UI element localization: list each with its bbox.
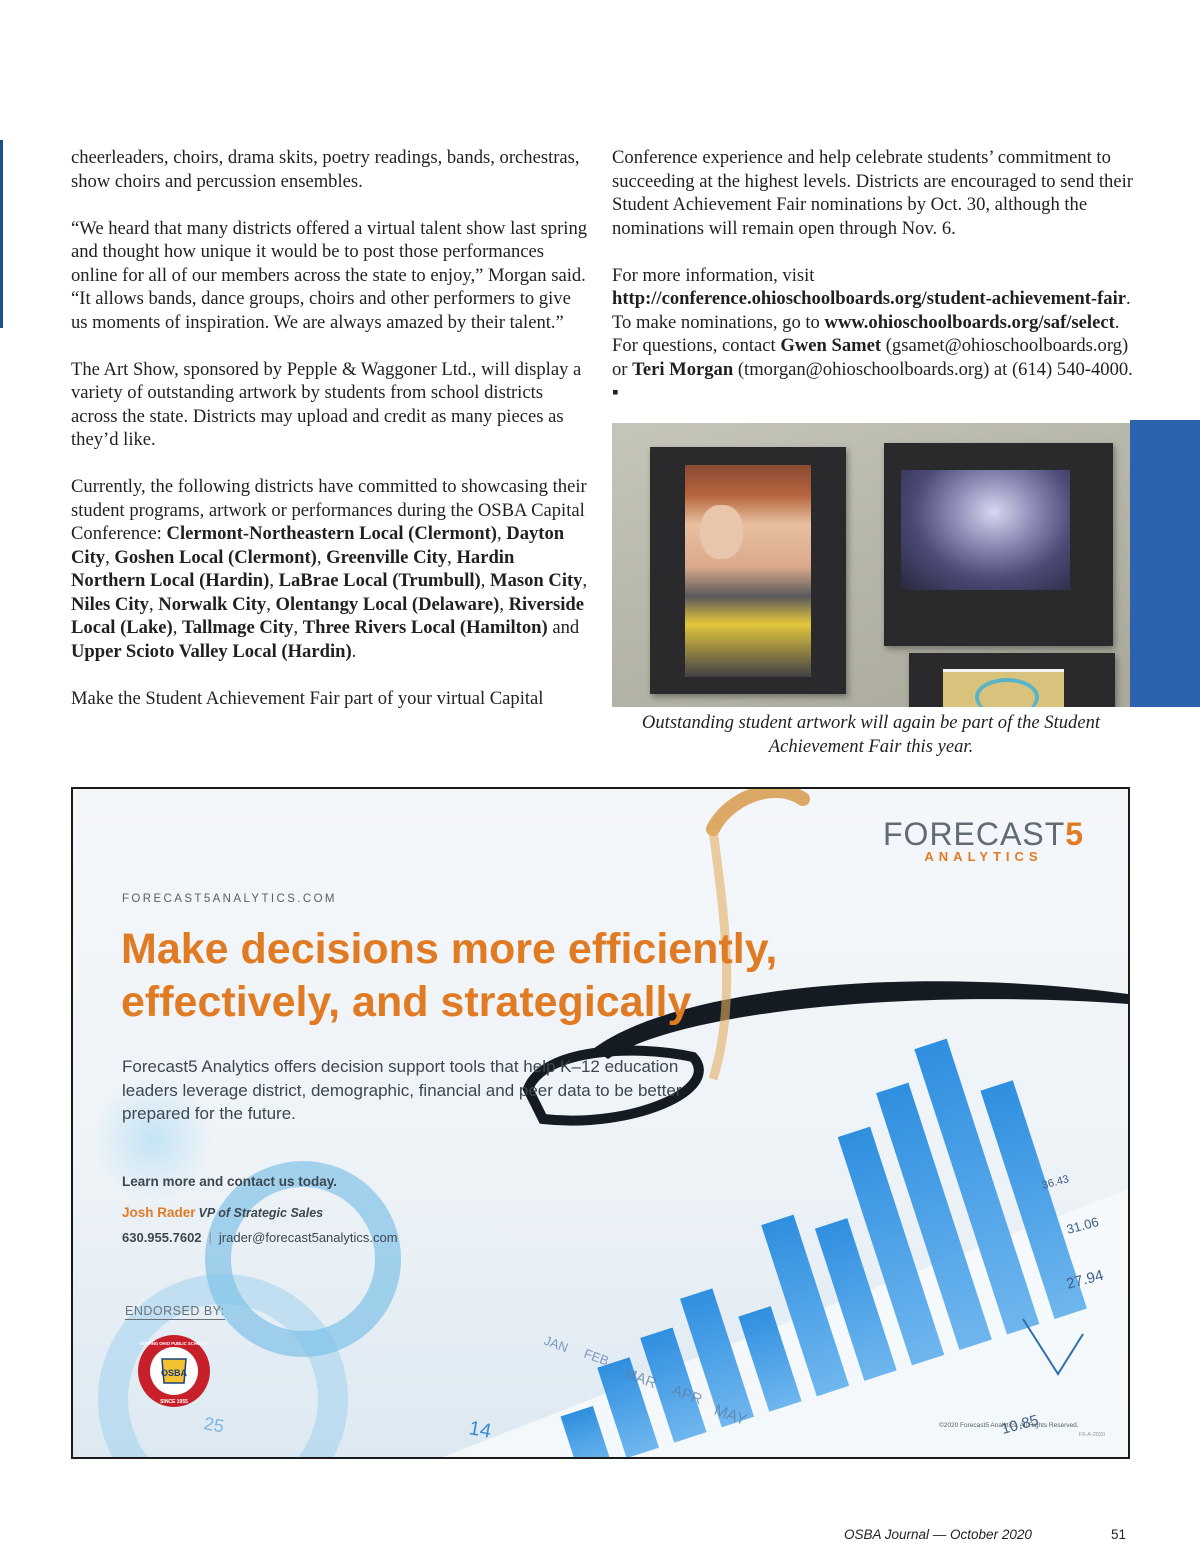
journal-footer: OSBA Journal — October 2020 [844,1527,1032,1542]
month-label: JAN [541,1332,571,1356]
district-name: Clermont-Northeastern Local (Clermont) [166,523,497,544]
ad-call-to-action: Learn more and contact us today. [122,1174,338,1189]
paragraph: Make the Student Achievement Fair part of your virtual Capital [71,687,544,709]
logo-five: 5 [1065,816,1085,852]
seal-mid-text: OSBA [160,1368,188,1378]
separator: , [293,617,303,638]
separator: , [148,593,159,615]
contact-email[interactable]: jrader@forecast5analytics.com [218,1230,398,1245]
district-name: Olentangy Local (Delaware) [275,593,500,615]
value-label: 31.06 [1064,1213,1101,1237]
paragraph-text: (tmorgan@ohioschoolboards.org) at (614) 540-4000. [733,358,1133,380]
paragraph: “We heard that many districts offered a virtual talent show last spring and thought how unique it would be to post those performances online for all of our members across the state to enjoy,” Morgan said. “It allows bands, dance groups, choirs and other performers to give us moments of inspiration. We are always amazed by their talent.” [71,217,588,333]
ad-copyright: ©2020 Forecast5 Analytics. All Rights Reserved. [939,1422,1079,1429]
paragraph: Conference experience and help celebrate students’ commitment to succeeding at the highest levels. Districts are encouraged to send their Student Achievement Fair nominations by Oct. 30, although the nominations will remain open through Nov. 6. [612,147,1133,239]
value-label: 10.85 [999,1411,1041,1438]
month-label: FEB [581,1345,611,1369]
paragraph-text: For more information, visit [612,264,815,286]
paragraph-text: (gsamet@ohioschoolboards.org) or [612,335,1129,380]
district-name: Mason City [490,570,583,591]
photo-caption: Outstanding student artwork will again be part of the Student Achievement Fair this year. [641,712,1101,757]
contact-person-title: VP of Strategic Sales [198,1206,324,1220]
district-name: Three Rivers Local (Hamilton) [302,617,548,638]
portrait-artwork [685,465,811,677]
contact-name: Gwen Samet [780,335,882,356]
separator: , [447,546,457,568]
separator: . [351,640,357,662]
logo-text: FORECAST [883,816,1066,852]
article-left-column [71,146,591,734]
district-name: Dayton City [71,523,565,568]
district-name: Riverside Local (Lake) [71,593,585,638]
endorsed-label: ENDORSED BY: [125,1304,225,1318]
paragraph-text: . To make nominations, go to [612,288,1131,333]
seal-bottom-text: SINCE 1955 [160,1399,188,1405]
end-mark: ▪ [612,382,619,403]
ad-text-layer [73,789,1128,1457]
article-right-column [612,146,1137,428]
value-label: 25 [202,1413,226,1437]
artwork-photo [612,423,1130,707]
district-name: Greenville City [326,546,448,568]
district-name: Goshen Local (Clermont) [114,546,317,568]
ad-website[interactable]: FORECAST5ANALYTICS.COM [122,893,337,905]
contact-phone[interactable]: 630.955.7602 [122,1230,202,1245]
seal-top-text: SERVING OHIO PUBLIC SCHOOLS [139,1341,209,1346]
district-name: Niles City [71,593,149,615]
paragraph: cheerleaders, choirs, drama skits, poetry readings, bands, orchestras, show choirs and percussion ensembles. [71,147,580,192]
district-name: Hardin Northern Local (Hardin) [71,546,515,591]
value-label: 36.43 [1040,1173,1071,1192]
paragraph: The Art Show, sponsored by Pepple & Waggoner Ltd., will display a variety of outstanding artwork by students from school districts across the state. Districts may upload and credit as many pieces as they’d like. [71,358,582,450]
separator: , [316,546,327,568]
district-name: Norwalk City [158,593,267,615]
separator: | [208,1230,212,1245]
separator: , [269,570,279,591]
month-label: MAY [711,1401,749,1430]
districts-paragraph [71,475,591,663]
storm-artwork [901,470,1070,590]
contact-name: Teri Morgan [632,358,734,380]
left-edge-bar [0,140,3,328]
conference-link[interactable]: http://conference.ohioschoolboards.org/student-achievement-fair [612,288,1127,309]
separator: , [172,617,183,638]
paragraph-text: Currently, the following districts have committed to showcasing their student programs, artwork or performances during the OSBA Capital Conference: [71,476,587,544]
district-name: LaBrae Local (Trumbull) [278,570,481,591]
value-label: 27.94 [1064,1266,1106,1293]
chart-labels-layer [73,789,1128,1457]
artwork-mat [650,447,846,694]
separator: , [266,593,276,615]
separator: , [582,570,588,591]
separator: and [547,617,580,638]
ad-body-text: Forecast5 Analytics offers decision support tools that help K–12 education leaders leverage district, demographic, financial and peer data to be better prepared for the future. [122,1057,682,1123]
artwork-thumbnail [943,669,1064,707]
contact-paragraph [612,264,1137,405]
separator: , [499,593,509,615]
forecast5-advertisement [71,787,1130,1459]
right-edge-tab [1130,420,1200,707]
separator: , [105,546,115,568]
ad-headline: Make decisions more efficiently, effectively, and strategically [121,925,778,1026]
month-label: APR [669,1381,705,1409]
district-name: Upper Scioto Valley Local (Hardin) [71,640,352,662]
page-number: 51 [1111,1527,1127,1542]
separator: , [480,570,491,591]
paragraph-text: . For questions, contact [612,311,1120,356]
contact-person-name: Josh Rader [122,1205,196,1220]
separator: , [496,523,507,544]
ad-code: F5-A-2020 [1079,1432,1105,1438]
artwork-mat [909,653,1115,707]
value-label: 14 [467,1417,493,1443]
month-label: MAR [621,1364,659,1393]
artwork-mat [884,443,1113,646]
logo-subtitle: ANALYTICS [924,849,1043,864]
district-name: Tallmage City [182,617,294,638]
nominations-link[interactable]: www.ohioschoolboards.org/saf/select [824,311,1115,333]
